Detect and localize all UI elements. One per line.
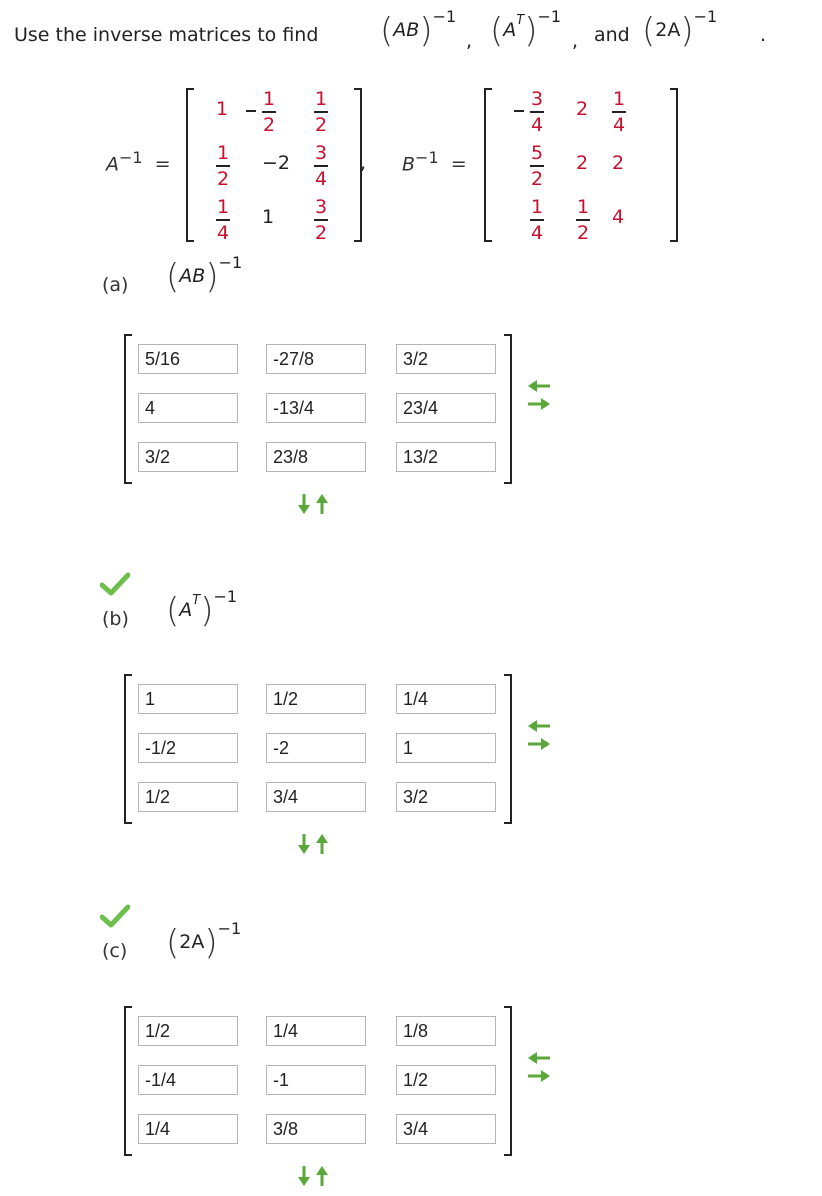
answer-cell-r1-c2[interactable]	[266, 1016, 366, 1046]
matrix-entry: 1	[262, 206, 275, 228]
b-inverse-label: $B^{-1}$ =	[402, 148, 467, 176]
matrix-entry-fraction	[576, 196, 590, 244]
matrix-bracket-left	[484, 88, 492, 242]
answer-bracket-left	[124, 1006, 132, 1156]
answer-cell-r2-c3[interactable]	[396, 1065, 496, 1095]
prompt-term-2a: 2A	[655, 19, 681, 41]
swap-columns-icon[interactable]	[296, 492, 330, 516]
swap-rows-icon[interactable]	[526, 378, 552, 412]
part-label: (c)	[102, 940, 128, 962]
fraction-denominator: 4	[612, 114, 626, 136]
matrix-entry-fraction	[530, 88, 544, 136]
part-label: (b)	[102, 608, 129, 630]
fraction-denominator: 2	[314, 222, 328, 244]
matrix-entry: 1	[216, 98, 229, 120]
fraction-bar	[314, 165, 328, 167]
fraction-bar	[576, 219, 590, 221]
fraction-numerator: 5	[530, 142, 544, 164]
fraction-denominator: 2	[576, 222, 590, 244]
answer-cell-r2-c2[interactable]	[266, 393, 366, 423]
fraction-numerator: 1	[576, 196, 590, 218]
matrix-entry-fraction	[314, 88, 328, 136]
checkmark-icon	[100, 572, 130, 596]
answer-cell-r1-c1[interactable]	[138, 1016, 238, 1046]
fraction-denominator: 4	[216, 222, 230, 244]
fraction-bar	[530, 165, 544, 167]
fraction-bar	[530, 111, 544, 113]
matrix-entry-fraction	[530, 196, 544, 244]
swap-columns-icon[interactable]	[296, 832, 330, 856]
fraction-numerator: 3	[314, 196, 328, 218]
fraction-numerator: 1	[216, 196, 230, 218]
fraction-bar	[314, 111, 328, 113]
prompt-expr-ab-inverse: (AB)$^{-1}$	[380, 6, 457, 51]
fraction-numerator: 1	[530, 196, 544, 218]
matrix-entry-fraction	[216, 196, 230, 244]
fraction-denominator: 2	[530, 168, 544, 190]
fraction-bar	[314, 219, 328, 221]
prompt-expr-at-inverse: $(A^T)^{-1}$	[490, 6, 562, 51]
answer-cell-r2-c3[interactable]	[396, 733, 496, 763]
fraction-numerator: 1	[314, 88, 328, 110]
matrix-entry-fraction	[262, 88, 276, 136]
swap-columns-icon[interactable]	[296, 1164, 330, 1188]
fraction-numerator: 3	[530, 88, 544, 110]
question-prompt	[14, 24, 318, 46]
part-expression: (AB)$^{-1}$	[166, 252, 243, 297]
matrix-entry: 4	[612, 206, 625, 228]
matrix-entry: 2	[576, 98, 589, 120]
matrix-entry: −2	[262, 152, 291, 174]
answer-cell-r1-c3[interactable]	[396, 684, 496, 714]
fraction-bar	[530, 219, 544, 221]
answer-cell-r3-c1[interactable]	[138, 782, 238, 812]
answer-cell-r2-c1[interactable]	[138, 1065, 238, 1095]
answer-bracket-right	[504, 334, 512, 484]
prompt-term-ab: AB	[393, 19, 420, 41]
fraction-numerator: 1	[612, 88, 626, 110]
fraction-bar	[216, 219, 230, 221]
answer-cell-r2-c2[interactable]	[266, 733, 366, 763]
matrix-entry-fraction	[314, 196, 328, 244]
part-label: (a)	[102, 274, 129, 296]
fraction-denominator: 2	[262, 114, 276, 136]
answer-bracket-right	[504, 1006, 512, 1156]
fraction-numerator: 3	[314, 142, 328, 164]
answer-bracket-right	[504, 674, 512, 824]
a-inverse-label: $A^{-1}$ =	[106, 148, 171, 176]
answer-cell-r3-c3[interactable]	[396, 442, 496, 472]
matrix-bracket-right	[670, 88, 678, 242]
answer-cell-r3-c2[interactable]	[266, 442, 366, 472]
swap-rows-icon[interactable]	[526, 1050, 552, 1084]
answer-cell-r1-c3[interactable]	[396, 344, 496, 374]
checkmark-icon	[100, 904, 130, 928]
matrix-entry: 2	[576, 152, 589, 174]
fraction-denominator: 4	[314, 168, 328, 190]
fraction-bar	[612, 111, 626, 113]
answer-cell-r3-c3[interactable]	[396, 1114, 496, 1144]
fraction-bar	[262, 111, 276, 113]
matrix-entry-fraction	[314, 142, 328, 190]
fraction-bar	[216, 165, 230, 167]
minus-sign	[246, 110, 256, 112]
answer-cell-r1-c2[interactable]	[266, 684, 366, 714]
part-expression: $(A^T)^{-1}$	[166, 586, 238, 631]
answer-bracket-left	[124, 674, 132, 824]
answer-cell-r1-c1[interactable]	[138, 344, 238, 374]
fraction-denominator: 2	[216, 168, 230, 190]
prompt-text: Use the inverse matrices to find	[14, 24, 319, 46]
answer-cell-r3-c1[interactable]	[138, 1114, 238, 1144]
matrix-entry: 2	[612, 152, 625, 174]
answer-cell-r1-c3[interactable]	[396, 1016, 496, 1046]
answer-cell-r3-c1[interactable]	[138, 442, 238, 472]
answer-cell-r2-c3[interactable]	[396, 393, 496, 423]
fraction-numerator: 1	[216, 142, 230, 164]
fraction-denominator: 2	[314, 114, 328, 136]
answer-cell-r1-c2[interactable]	[266, 344, 366, 374]
prompt-expr-2a-inverse: $(2A)^{-1}$	[642, 6, 718, 51]
answer-cell-r3-c3[interactable]	[396, 782, 496, 812]
answer-cell-r3-c2[interactable]	[266, 1114, 366, 1144]
matrix-entry-fraction	[612, 88, 626, 136]
answer-cell-r2-c1[interactable]	[138, 393, 238, 423]
part-expression: $(2A)^{-1}$	[166, 918, 242, 963]
prompt-term-at: A	[503, 19, 517, 41]
matrix-entry-fraction	[216, 142, 230, 190]
answer-bracket-left	[124, 334, 132, 484]
answer-cell-r2-c1[interactable]	[138, 733, 238, 763]
answer-cell-r1-c1[interactable]	[138, 684, 238, 714]
matrix-bracket-left	[186, 88, 194, 242]
fraction-denominator: 4	[530, 222, 544, 244]
fraction-numerator: 1	[262, 88, 276, 110]
minus-sign	[514, 110, 524, 112]
matrix-entry-fraction	[530, 142, 544, 190]
answer-cell-r3-c2[interactable]	[266, 782, 366, 812]
fraction-denominator: 4	[530, 114, 544, 136]
answer-cell-r2-c2[interactable]	[266, 1065, 366, 1095]
swap-rows-icon[interactable]	[526, 718, 552, 752]
